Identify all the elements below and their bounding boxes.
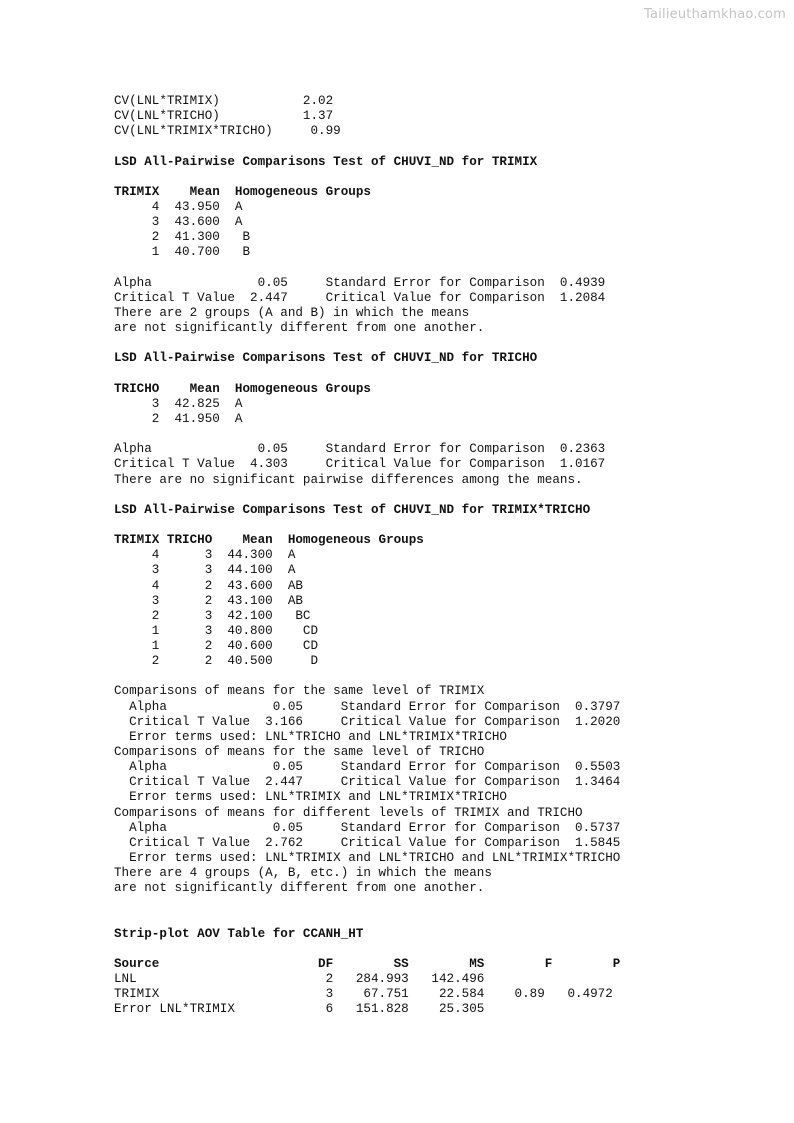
text-line [114, 669, 620, 684]
heading-line: TRIMIX TRICHO Mean Homogeneous Groups [114, 533, 424, 548]
text-line: Alpha 0.05 Standard Error for Comparison 0.5737 [114, 820, 621, 835]
text-line: Alpha 0.05 Standard Error for Comparison 0.4939 [114, 275, 606, 290]
text-line: There are 4 groups (A, B, etc.) in which the means [114, 866, 492, 881]
text-line: 4 2 43.600 AB [114, 578, 303, 593]
text-line: 4 43.950 A [114, 199, 243, 214]
text-line [114, 488, 620, 503]
text-line: Critical T Value 4.303 Critical Value for Comparison 1.0167 [114, 457, 606, 472]
text-line: Critical T Value 2.447 Critical Value for Comparison 1.2084 [114, 290, 606, 305]
text-line: Comparisons of means for different levels of TRIMIX and TRICHO [114, 805, 583, 820]
text-line: Error LNL*TRIMIX 6 151.828 25.305 [114, 1002, 485, 1017]
text-line [114, 912, 620, 927]
text-line: are not significantly different from one another. [114, 321, 485, 336]
text-line: 1 3 40.800 CD [114, 623, 319, 638]
heading-line: LSD All-Pairwise Comparisons Test of CHUVI_ND for TRICHO [114, 351, 538, 366]
text-line [114, 139, 620, 154]
heading-line: Strip-plot AOV Table for CCANH_HT [114, 926, 364, 941]
text-line: 1 2 40.600 CD [114, 639, 319, 654]
text-line: 3 3 44.100 A [114, 563, 296, 578]
text-line: Comparisons of means for the same level of TRIMIX [114, 684, 485, 699]
text-line [114, 367, 620, 382]
text-line: 4 3 44.300 A [114, 548, 296, 563]
text-line: Critical T Value 2.762 Critical Value for Comparison 1.5845 [114, 835, 621, 850]
text-line: CV(LNL*TRIMIX) 2.02 [114, 94, 334, 108]
text-line: 3 42.825 A [114, 396, 243, 411]
text-line: 3 43.600 A [114, 215, 243, 230]
text-line: Alpha 0.05 Standard Error for Comparison 0.2363 [114, 442, 606, 457]
text-line: 3 2 43.100 AB [114, 593, 303, 608]
text-line [114, 261, 620, 276]
statistics-output-document [114, 94, 620, 1018]
text-line [114, 336, 620, 351]
heading-line: LSD All-Pairwise Comparisons Test of CHUVI_ND for TRIMIX*TRICHO [114, 502, 591, 517]
text-line: There are 2 groups (A and B) in which the means [114, 305, 470, 320]
text-line: are not significantly different from one another. [114, 881, 485, 896]
heading-line: Source DF SS MS F P [114, 957, 621, 972]
text-line: Error terms used: LNL*TRIMIX and LNL*TRICHO and LNL*TRIMIX*TRICHO [114, 851, 621, 866]
text-line [114, 518, 620, 533]
text-line [114, 170, 620, 185]
text-line: TRIMIX 3 67.751 22.584 0.89 0.4972 [114, 987, 613, 1002]
text-line: 2 41.300 B [114, 230, 251, 245]
text-line: Comparisons of means for the same level of TRICHO [114, 745, 485, 760]
text-line: 2 2 40.500 D [114, 654, 319, 669]
text-line: Alpha 0.05 Standard Error for Comparison 0.5503 [114, 760, 621, 775]
text-line: Error terms used: LNL*TRICHO and LNL*TRIMIX*TRICHO [114, 729, 507, 744]
watermark-text: Tailieuthamkhao.com [644, 7, 786, 22]
text-line: There are no significant pairwise differences among the means. [114, 472, 583, 487]
text-line: Critical T Value 2.447 Critical Value for Comparison 1.3464 [114, 775, 621, 790]
text-line: 2 3 42.100 BC [114, 608, 311, 623]
text-line: LNL 2 284.993 142.496 [114, 972, 485, 987]
text-line: CV(LNL*TRIMIX*TRICHO) 0.99 [114, 124, 341, 139]
text-line: 1 40.700 B [114, 245, 251, 260]
text-line: CV(LNL*TRICHO) 1.37 [114, 109, 334, 124]
text-line: Alpha 0.05 Standard Error for Comparison 0.3797 [114, 699, 621, 714]
heading-line: TRIMIX Mean Homogeneous Groups [114, 184, 371, 199]
text-line [114, 427, 620, 442]
text-line: Critical T Value 3.166 Critical Value for Comparison 1.2020 [114, 714, 621, 729]
text-line: 2 41.950 A [114, 411, 243, 426]
heading-line: TRICHO Mean Homogeneous Groups [114, 381, 371, 396]
heading-line: LSD All-Pairwise Comparisons Test of CHUVI_ND for TRIMIX [114, 154, 538, 169]
text-line: Error terms used: LNL*TRIMIX and LNL*TRIMIX*TRICHO [114, 790, 507, 805]
text-line [114, 942, 620, 957]
text-line [114, 896, 620, 911]
